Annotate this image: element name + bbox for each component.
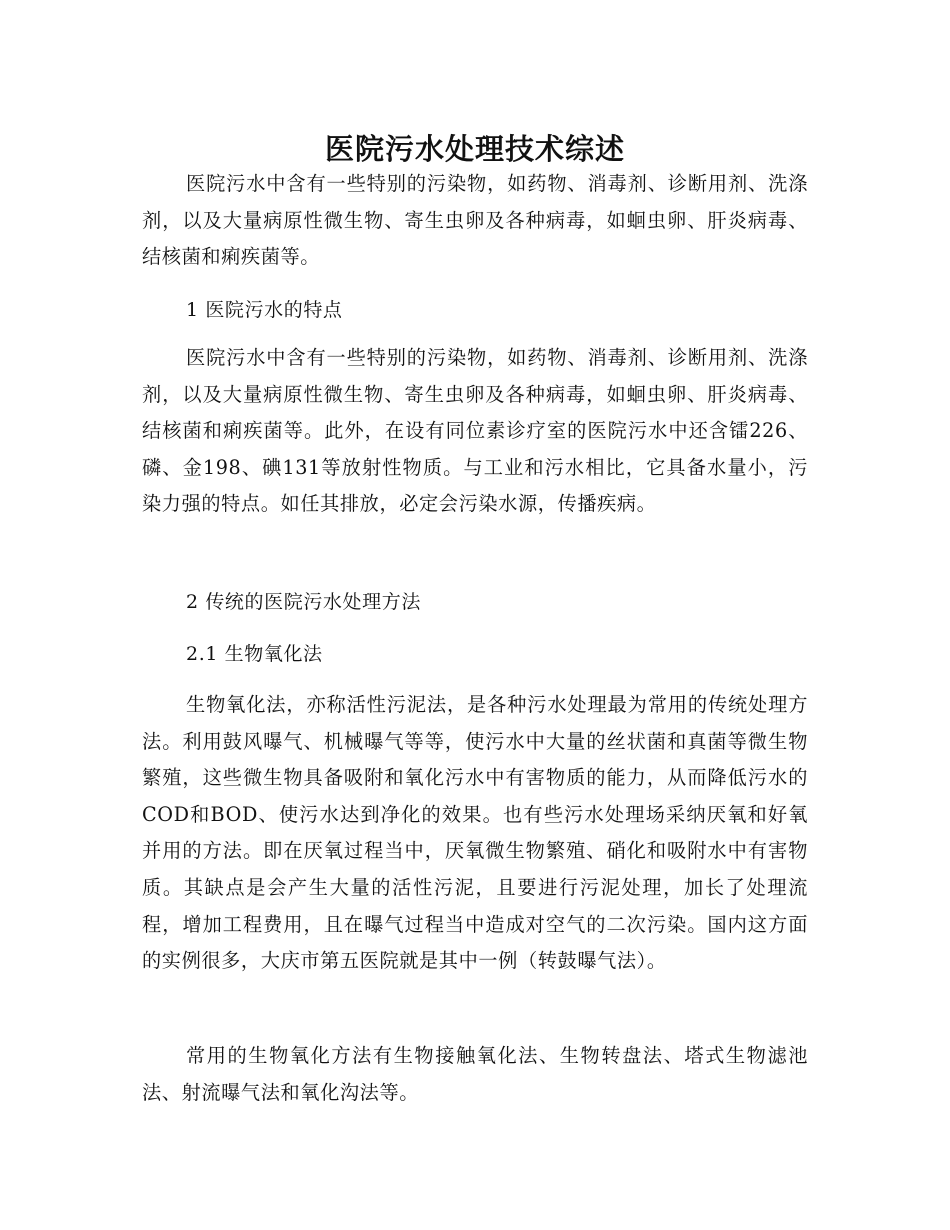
section-2-1-heading: 2.1 生物氧化法 <box>186 643 323 665</box>
section-2-heading: 2 传统的医院污水处理方法 <box>186 591 421 613</box>
document-title: 医院污水处理技术综述 <box>324 132 625 167</box>
section-1-heading: 1 医院污水的特点 <box>186 299 343 321</box>
intro-paragraph: 医院污水中含有一些特别的污染物，如药物、消毒剂、诊断用剂、洗涤剂，以及大量病原性微生物、寄生虫卵及各种病毒，如蛔虫卵、肝炎病毒、结核菌和痢疾菌等。 <box>142 172 808 269</box>
section-1-paragraph: 医院污水中含有一些特别的污染物，如药物、消毒剂、诊断用剂、洗涤剂，以及大量病原性微生物、寄生虫卵及各种病毒，如蛔虫卵、肝炎病毒、结核菌和痢疾菌等。此外，在设有同位素诊疗室的医院污水中还含镭226、磷、金198、碘131等放射性物质。与工业和污水相比，它具备水量小，污染力强的特点。如任其排放，必定会污染水源，传播疾病。 <box>142 346 808 516</box>
section-2-1-paragraph-1: 生物氧化法，亦称活性污泥法，是各种污水处理最为常用的传统处理方法。利用鼓风曝气、机械曝气等等，使污水中大量的丝状菌和真菌等微生物繁殖，这些微生物具备吸附和氧化污水中有害物质的能力，从而降低污水的COD和BOD、使污水达到净化的效果。也有些污水处理场采纳厌氧和好氧并用的方法。即在厌氧过程当中，厌氧微生物繁殖、硝化和吸附水中有害物质。其缺点是会产生大量的活性污泥，且要进行污泥处理，加长了处理流程，增加工程费用，且在曝气过程当中造成对空气的二次污染。国内这方面的实例很多，大庆市第五医院就是其中一例（转鼓曝气法）。 <box>142 693 808 973</box>
section-2-1-paragraph-2: 常用的生物氧化方法有生物接触氧化法、生物转盘法、塔式生物滤池法、射流曝气法和氧化沟法等。 <box>142 1044 808 1104</box>
